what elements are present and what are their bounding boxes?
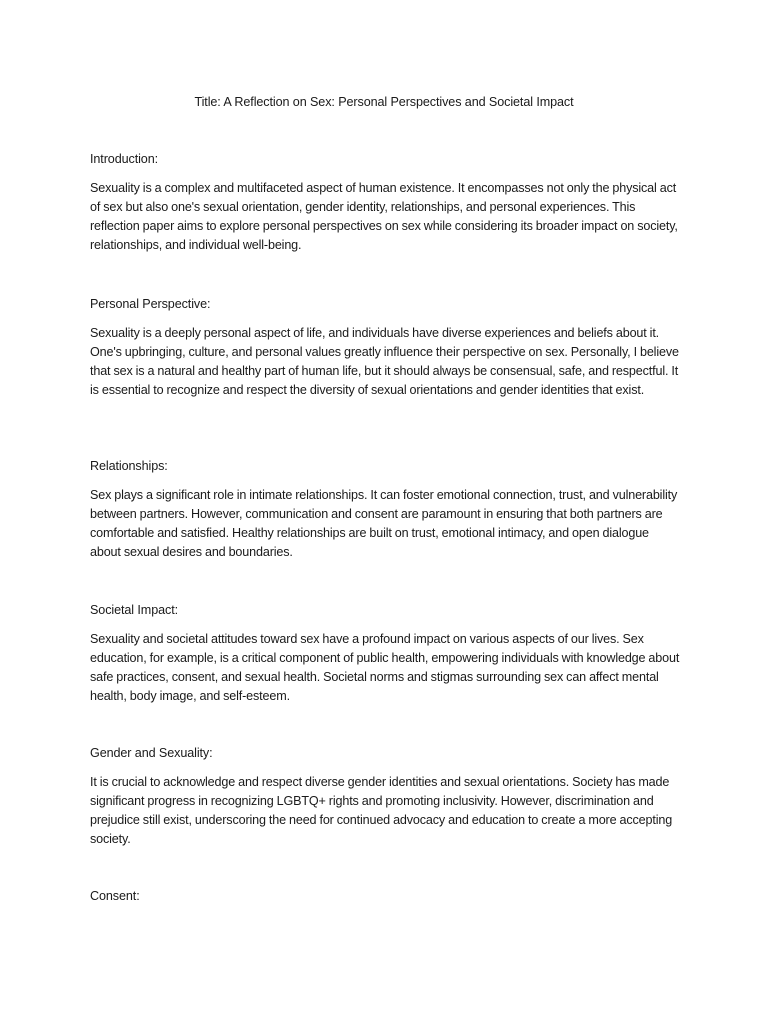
section-paragraph: Sexuality is a deeply personal aspect of life, and individuals have diverse experiences and beliefs about it. One's upbringing, culture, and personal values greatly influence their perspective on sex. Personally, I believe that sex is a natural and healthy part of human life, but it should always be consensual, safe, and respectful. It is essential to recognize and respect the diversity of sexual orientations and gender identities that exist. [90, 326, 679, 397]
section-gender-and-sexuality [90, 744, 682, 849]
section-personal-perspective [90, 295, 682, 400]
section-paragraph: It is crucial to acknowledge and respect diverse gender identities and sexual orientations. Society has made significant progress in recognizing LGBTQ+ rights and promoting inclusivity. However, discrimination and prejudice still exist, underscoring the need for continued advocacy and education to create a more accepting society. [90, 775, 673, 846]
section-paragraph: Sex plays a significant role in intimate relationships. It can foster emotional connection, trust, and vulnerability between partners. However, communication and consent are paramount in ensuring that both partners are comfortable and satisfied. Healthy relationships are built on trust, emotional intimacy, and open dialogue about sexual desires and boundaries. [90, 488, 678, 559]
section-paragraph: Sexuality is a complex and multifaceted aspect of human existence. It encompasses not only the physical act of sex but also one's sexual orientation, gender identity, relationships, and personal experiences. This reflection paper aims to explore personal perspectives on sex while considering its broader impact on society, relationships, and individual well-being. [90, 181, 678, 252]
section-heading: Consent: [90, 889, 140, 903]
section-introduction [90, 150, 682, 255]
section-heading: Gender and Sexuality: [90, 746, 213, 760]
section-consent [90, 887, 682, 905]
section-heading: Introduction: [90, 152, 159, 166]
section-paragraph: Sexuality and societal attitudes toward sex have a profound impact on various aspects of our lives. Sex education, for example, is a critical component of public health, empowering individuals with knowledge about safe practices, consent, and sexual health. Societal norms and stigmas surrounding sex can affect mental health, body image, and self-esteem. [90, 632, 680, 703]
document-title: Title: A Reflection on Sex: Personal Perspectives and Societal Impact [194, 95, 574, 109]
section-societal-impact [90, 601, 682, 706]
section-heading: Personal Perspective: [90, 297, 211, 311]
section-heading: Relationships: [90, 459, 168, 473]
section-heading: Societal Impact: [90, 603, 178, 617]
section-relationships [90, 457, 682, 562]
